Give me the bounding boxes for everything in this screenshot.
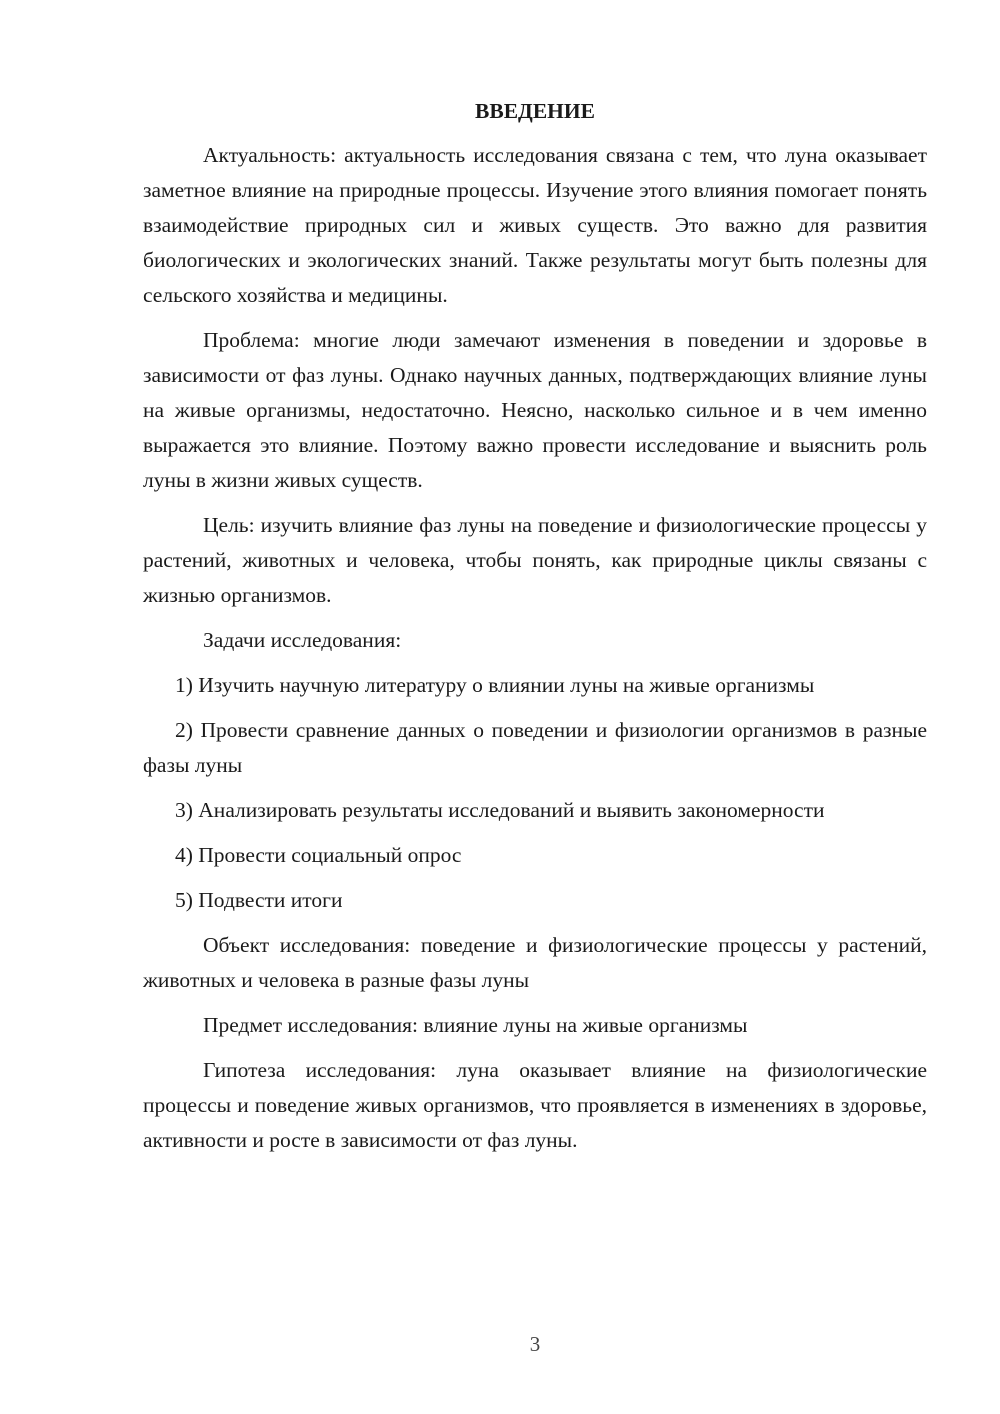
tasks-title: Задачи исследования: bbox=[203, 628, 402, 652]
page-number: 3 bbox=[529, 1332, 541, 1356]
problem-paragraph: Проблема: многие люди замечают изменения в поведении и здоровье в зависимости от фаз луны. Однако научных данных, подтверждающих влияние луны на живые организмы, недостаточно. Неясно, насколько сильное и в чем именно выражается это влияние. Поэтому важно провести исследование и выяснить роль луны в жизни живых существ. bbox=[143, 328, 927, 492]
page-title: ВВЕДЕНИЕ bbox=[475, 99, 595, 123]
subject-paragraph: Предмет исследования: влияние луны на живые организмы bbox=[203, 1013, 748, 1037]
task-item: 2) Провести сравнение данных о поведении и физиологии организмов в разные фазы луны bbox=[143, 718, 927, 777]
document-page bbox=[143, 94, 927, 1168]
task-item: 4) Провести социальный опрос bbox=[175, 843, 462, 867]
task-item: 5) Подвести итоги bbox=[175, 888, 343, 912]
relevance-paragraph: Актуальность: актуальность исследования связана с тем, что луна оказывает заметное влияние на природные процессы. Изучение этого влияния помогает понять взаимодействие природных сил и живых существ. Это важно для развития биологических и экологических знаний. Также результаты могут быть полезны для сельского хозяйства и медицины. bbox=[143, 143, 927, 307]
goal-paragraph: Цель: изучить влияние фаз луны на поведение и физиологические процессы у растений, животных и человека, чтобы понять, как природные циклы связаны с жизнью организмов. bbox=[143, 513, 927, 607]
object-paragraph: Объект исследования: поведение и физиологические процессы у растений, животных и человека в разные фазы луны bbox=[143, 933, 927, 992]
hypothesis-paragraph: Гипотеза исследования: луна оказывает влияние на физиологические процессы и поведение живых организмов, что проявляется в изменениях в здоровье, активности и росте в зависимости от фаз луны. bbox=[143, 1058, 927, 1152]
task-item: 3) Анализировать результаты исследований и выявить закономерности bbox=[175, 798, 825, 822]
task-item: 1) Изучить научную литературу о влиянии луны на живые организмы bbox=[175, 673, 815, 697]
